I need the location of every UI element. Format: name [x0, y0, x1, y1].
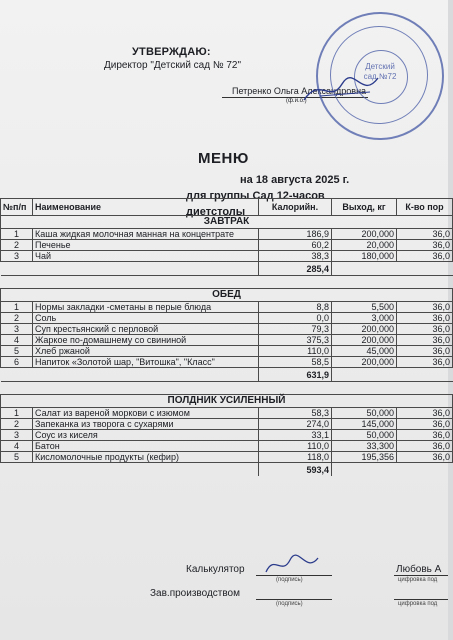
fio-hint: (ф.и.о.): [286, 98, 307, 104]
table-row: 3 Соус из киселя 33,1 50,000 36,0: [1, 430, 453, 441]
production-sign-line: [256, 599, 332, 600]
section-total-breakfast: [1, 262, 453, 276]
table-row: 5 Кисломолочные продукты (кефир) 118,0 195,356 36,0: [1, 452, 453, 463]
director-line: Директор "Детский сад № 72": [104, 60, 242, 71]
table-row: 3 Чай 38,3 180,000 36,0: [1, 251, 453, 262]
col-number: №п/п: [1, 199, 33, 216]
total-calories: 631,9: [259, 368, 332, 382]
col-name: Наименование: [33, 199, 259, 216]
director-name: Петренко Ольга Александровна: [232, 86, 367, 96]
calculator-sign-line: [256, 575, 332, 576]
calculator-name-line: [394, 575, 448, 576]
total-calories: 285,4: [259, 262, 332, 276]
section-total-snack: [1, 463, 453, 477]
table-row: 5 Хлеб ржаной 110,0 45,000 36,0: [1, 346, 453, 357]
menu-table: [0, 198, 453, 476]
table-row: 3 Суп крестьянский с перловой 79,3 200,000 36,0: [1, 324, 453, 335]
section-header-breakfast: ЗАВТРАК: [1, 216, 453, 229]
menu-table-label: диетстолы: [186, 206, 246, 218]
production-decode-hint: цифровка под: [398, 601, 438, 607]
production-name-line: [394, 599, 448, 600]
col-portions: К-во пор: [397, 199, 453, 216]
menu-group: для группы Сад 12-часов: [186, 190, 325, 202]
table-row: 2 Запеканка из творога с сухарями 274,0 145,000 36,0: [1, 419, 453, 430]
menu-date: на 18 августа 2025 г.: [240, 174, 350, 186]
approve-heading: УТВЕРЖДАЮ:: [132, 46, 211, 58]
col-output: Выход, кг: [332, 199, 397, 216]
table-row: 2 Соль 0,0 3,000 36,0: [1, 313, 453, 324]
director-signature: [300, 70, 390, 110]
calculator-sign-hint: (подпись): [276, 577, 303, 583]
menu-title: МЕНЮ: [198, 150, 249, 167]
table-header-row: [1, 199, 453, 216]
table-row: 6 Напиток «Золотой шар, "Витошка", "Класс" 58,5 200,000 36,0: [1, 357, 453, 368]
seal-text: Детский сад №72: [363, 62, 397, 81]
col-calories: Калорийн.: [259, 199, 332, 216]
total-calories: 593,4: [259, 463, 332, 477]
section-header-snack: ПОЛДНИК УСИЛЕННЫЙ: [1, 395, 453, 408]
section-header-lunch: ОБЕД: [1, 289, 453, 302]
calculator-name: Любовь А: [396, 564, 442, 575]
production-head-label: Зав.производством: [150, 588, 240, 599]
calculator-label: Калькулятор: [186, 564, 245, 575]
table-row: 1 Нормы закладки -сметаны в перые блюда 8,8 5,500 36,0: [1, 302, 453, 313]
table-row: 2 Печенье 60,2 20,000 36,0: [1, 240, 453, 251]
calculator-decode-hint: цифровка под: [398, 577, 438, 583]
table-row: 1 Салат из вареной моркови с изюмом 58,3 50,000 36,0: [1, 408, 453, 419]
table-row: 4 Батон 110,0 33,300 36,0: [1, 441, 453, 452]
table-row: 1 Каша жидкая молочная манная на концентрате 186,9 200,000 36,0: [1, 229, 453, 240]
production-sign-hint: (подпись): [276, 601, 303, 607]
section-total-lunch: [1, 368, 453, 382]
table-row: 4 Жаркое по-домашнему со свининой 375,3 200,000 36,0: [1, 335, 453, 346]
